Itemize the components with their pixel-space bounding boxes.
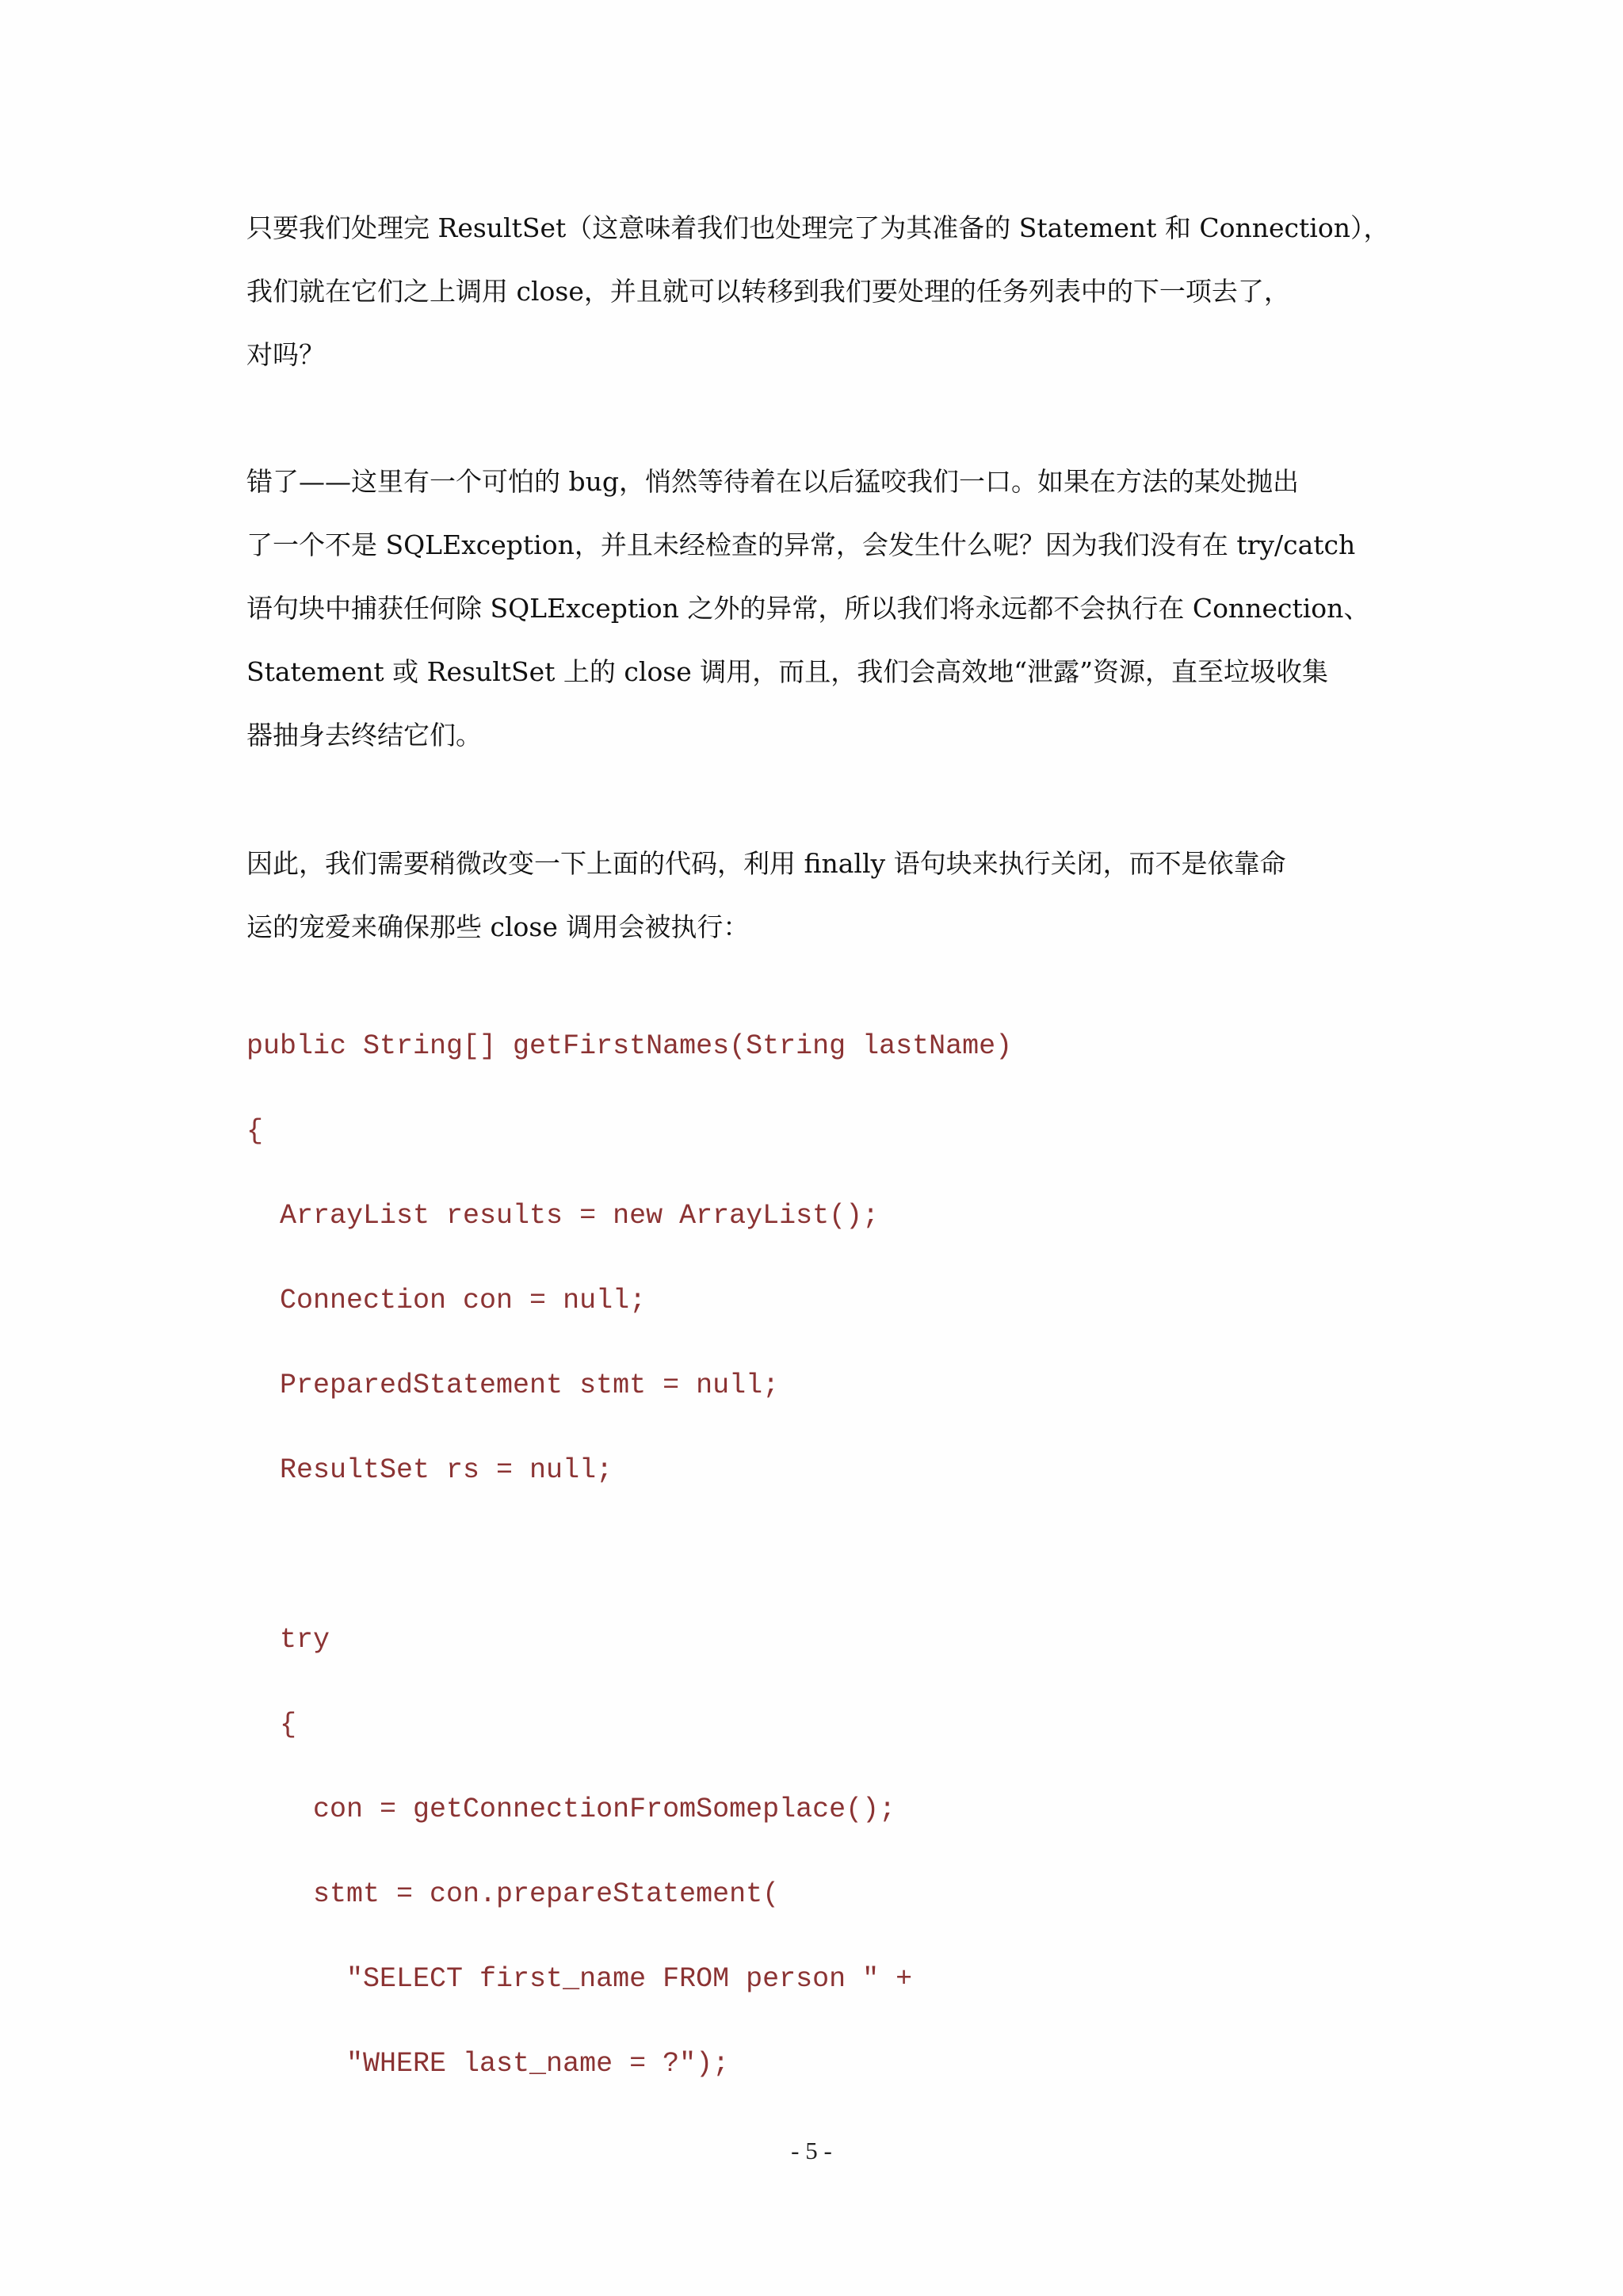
code-line: "SELECT first_name FROM person " + bbox=[246, 1963, 913, 1995]
paragraph-line: 对吗？ bbox=[246, 339, 325, 370]
code-line: Connection con = null; bbox=[246, 1285, 647, 1316]
code-line: { bbox=[246, 1115, 264, 1147]
paragraph-line: 只要我们处理完 ResultSet（这意味着我们也处理完了为其准备的 Statement 和 Connection）， bbox=[246, 212, 1390, 243]
paragraph-line: 运的宠爱来确保那些 close 调用会被执行： bbox=[246, 911, 750, 942]
paragraph-line: 语句块中捕获任何除 SQLException 之外的异常，所以我们将永远都不会执行在 Connection、 bbox=[246, 593, 1370, 624]
code-line: ArrayList results = new ArrayList(); bbox=[246, 1200, 880, 1232]
code-line: PreparedStatement stmt = null; bbox=[246, 1370, 780, 1401]
paragraph-line: Statement 或 ResultSet 上的 close 调用，而且，我们会高效地“泄露”资源，直至垃圾收集 bbox=[246, 656, 1329, 687]
paragraph-line: 错了——这里有一个可怕的 bug，悄然等待着在以后猛咬我们一口。如果在方法的某处抛出 bbox=[246, 466, 1299, 497]
page-number: - 5 - bbox=[791, 2137, 832, 2164]
paragraph-line: 因此，我们需要稍微改变一下上面的代码，利用 finally 语句块来执行关闭，而不是依靠命 bbox=[246, 848, 1286, 879]
code-block bbox=[246, 1030, 1013, 2080]
code-line: stmt = con.prepareStatement( bbox=[246, 1878, 780, 1910]
paragraph-line: 器抽身去终结它们。 bbox=[246, 720, 482, 751]
code-line: con = getConnectionFromSomeplace(); bbox=[246, 1794, 896, 1825]
code-line: ResultSet rs = null; bbox=[246, 1454, 613, 1486]
code-line: "WHERE last_name = ?"); bbox=[246, 2048, 730, 2080]
paragraph-line: 了一个不是 SQLException，并且未经检查的异常，会发生什么呢？因为我们没有在 try/catch bbox=[246, 529, 1356, 560]
paragraph-line: 我们就在它们之上调用 close，并且就可以转移到我们要处理的任务列表中的下一项去了， bbox=[246, 276, 1290, 307]
code-line: public String[] getFirstNames(String lastName) bbox=[246, 1030, 1013, 1062]
code-line: { bbox=[246, 1709, 297, 1740]
code-line: try bbox=[246, 1624, 330, 1656]
